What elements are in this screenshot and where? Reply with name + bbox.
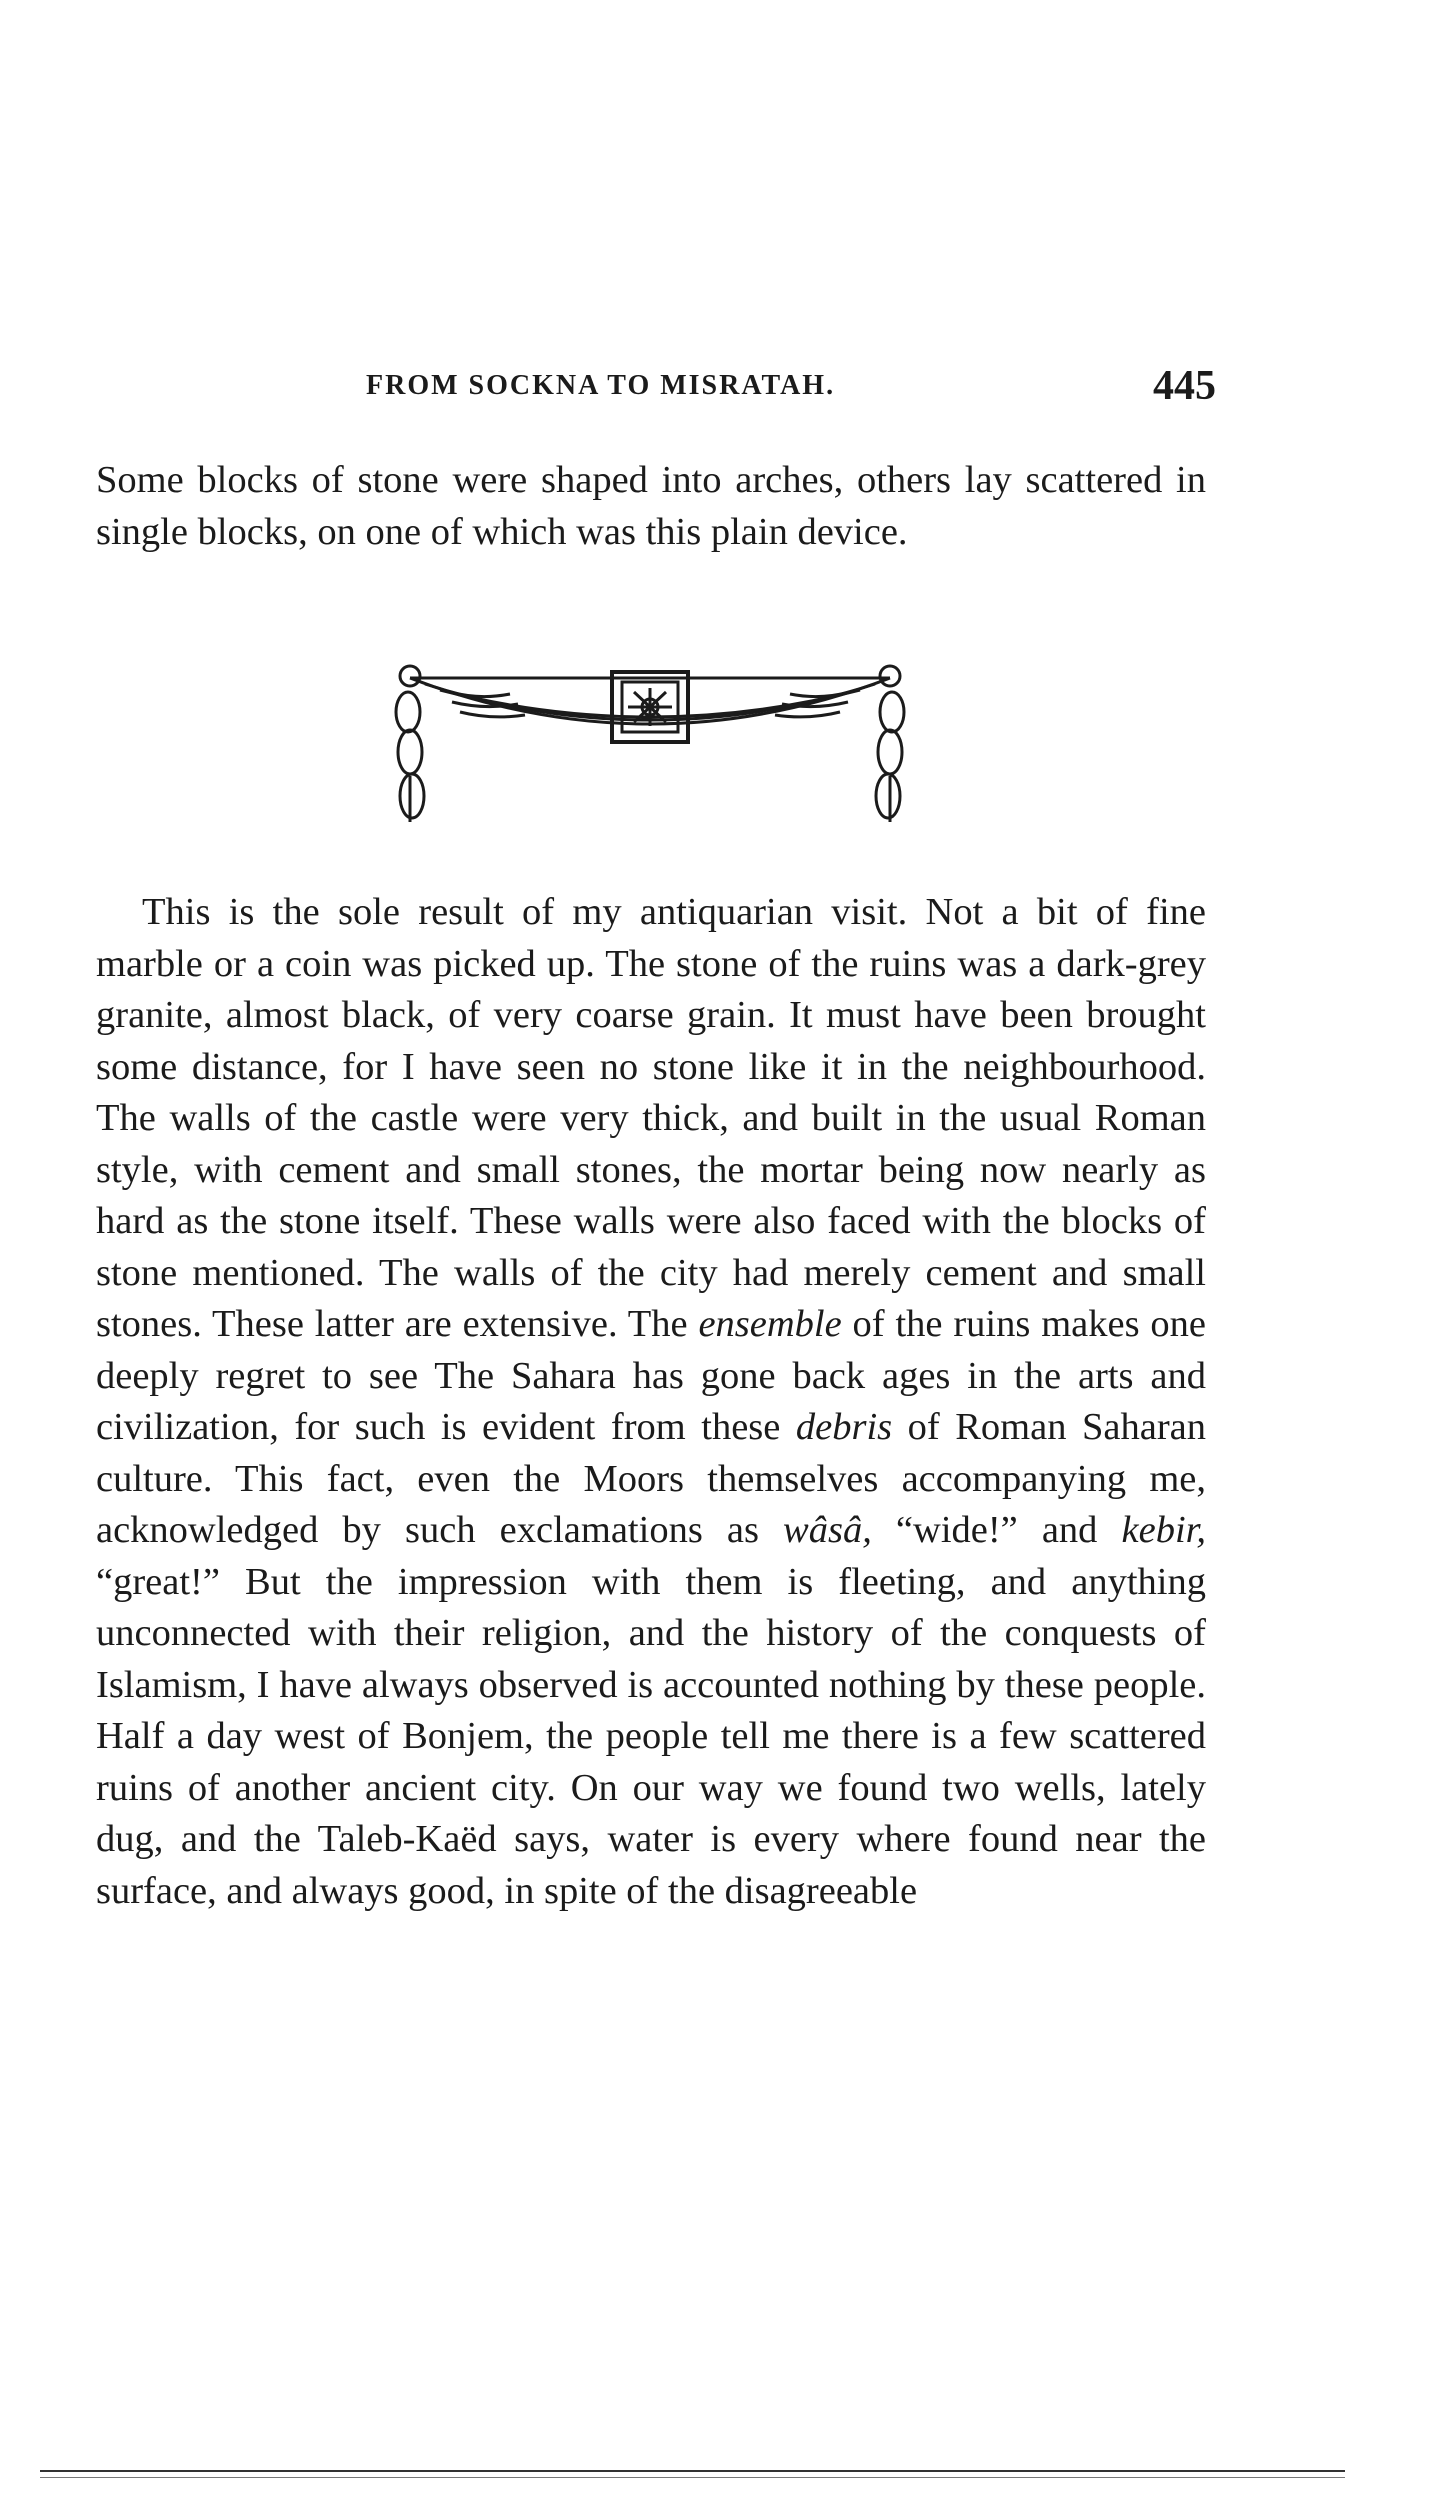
running-title: FROM SOCKNA TO MISRATAH. (366, 370, 836, 401)
carved-device-illustration (380, 660, 920, 835)
running-header (96, 362, 1216, 412)
paragraph-2 (96, 887, 1206, 1917)
paragraph-1-text: Some blocks of stone were shaped into arches, others lay scattered in single blocks, on one of which was this plain device. (96, 459, 1206, 553)
italic-debris: debris (795, 1406, 893, 1448)
italic-wasa: wâsâ, (783, 1509, 872, 1551)
paragraph-2-part-5: “great!” But the impression with them is fleeting, and anything unconnected with their religion, and the history of the conquests of Islamism, I have always observed is accounted nothing by these people. Half a day west of Bonjem, the people tell me there is a few scattered ruins of another ancient city. On our way we found two wells, lately dug, and the Taleb-Kaëd says, water is every where found near the surface, and always good, in spite of the disagreeable (96, 1560, 1206, 1912)
paragraph-1 (96, 455, 1206, 558)
page-number: 445 (1153, 363, 1216, 409)
paragraph-2-part-4: “wide!” and (871, 1509, 1122, 1551)
paragraph-2-text (96, 887, 1206, 1917)
italic-kebir: kebir, (1121, 1509, 1206, 1551)
bottom-rule (40, 2470, 1345, 2478)
paragraph-2-part-1: This is the sole result of my antiquarian visit. Not a bit of fine marble or a coin was picked up. The stone of the ruins was a dark-grey granite, almost black, of very coarse grain. It must have been brought some distance, for I have seen no stone like it in the neighbourhood. The walls of the castle were very thick, and built in the usual Roman style, with cement and small stones, the mortar being now nearly as hard as the stone itself. These walls were also faced with the blocks of stone mentioned. The walls of the city had merely cement and small stones. These latter are extensive. The (96, 891, 1206, 1345)
paragraph-2-part-3: of Roman Saharan culture. This fact, even the Moors themselves accompanying me, acknowledged by such exclamations as (96, 1406, 1206, 1551)
paragraph-2-part-2: of the ruins makes one deeply regret to see The Sahara has gone back ages in the arts and civilization, for such is evident from these (96, 1303, 1206, 1448)
italic-ensemble: ensemble (698, 1303, 842, 1345)
